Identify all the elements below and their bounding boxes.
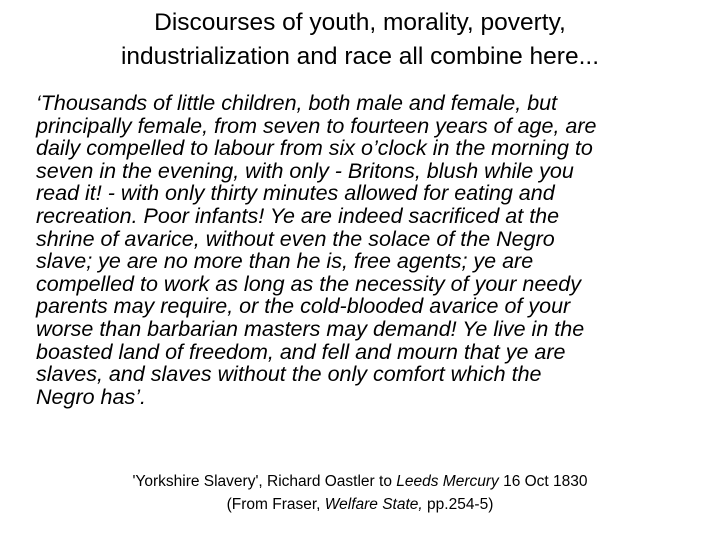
quote-line: worse than barbarian masters may demand! Ye live in the — [36, 316, 585, 341]
slide-title — [20, 6, 700, 74]
quote-line: parents may require, or the cold-blooded avarice of your — [36, 294, 571, 319]
quote-line: boasted land of freedom, and fell and mourn that ye are — [36, 339, 566, 364]
citation — [60, 470, 660, 516]
quote-line: slaves, and slaves without the only comfort which the — [36, 362, 542, 387]
quote-line: daily compelled to labour from six o’clock in the morning to — [36, 136, 593, 161]
quote-line: seven in the evening, with only - Britons, blush while you — [36, 158, 574, 183]
quote-line: Negro has’. — [36, 384, 146, 409]
quote-line: shrine of avarice, without even the solace of the Negro — [36, 226, 555, 251]
citation-reference-text: (From Fraser, — [226, 496, 325, 513]
citation-date: 16 Oct 1830 — [498, 473, 588, 490]
citation-book: Welfare State, — [324, 496, 423, 513]
citation-newspaper: Leeds Mercury — [396, 473, 499, 490]
citation-line-1 — [132, 473, 587, 490]
quote-line: ‘Thousands of little children, both male and female, but — [36, 91, 558, 115]
quote-line: slave; ye are no more than he is, free agents; ye are — [36, 249, 534, 274]
title-line-2: industrialization and race all combine here... — [120, 43, 599, 70]
title-line-1: Discourses of youth, morality, poverty, — [154, 9, 566, 36]
quote-line: principally female, from seven to fourteen years of age, are — [36, 113, 597, 138]
citation-source-text: 'Yorkshire Slavery', Richard Oastler to — [132, 473, 397, 490]
citation-line-2 — [227, 496, 494, 513]
quote-line: recreation. Poor infants! Ye are indeed sacrificed at the — [36, 203, 560, 228]
quote-line: read it! - with only thirty minutes allowed for eating and — [36, 181, 555, 206]
quote-line: compelled to work as long as the necessity of your needy — [36, 271, 581, 296]
citation-pages: pp.254-5) — [422, 496, 494, 513]
quotation-text — [36, 92, 716, 408]
